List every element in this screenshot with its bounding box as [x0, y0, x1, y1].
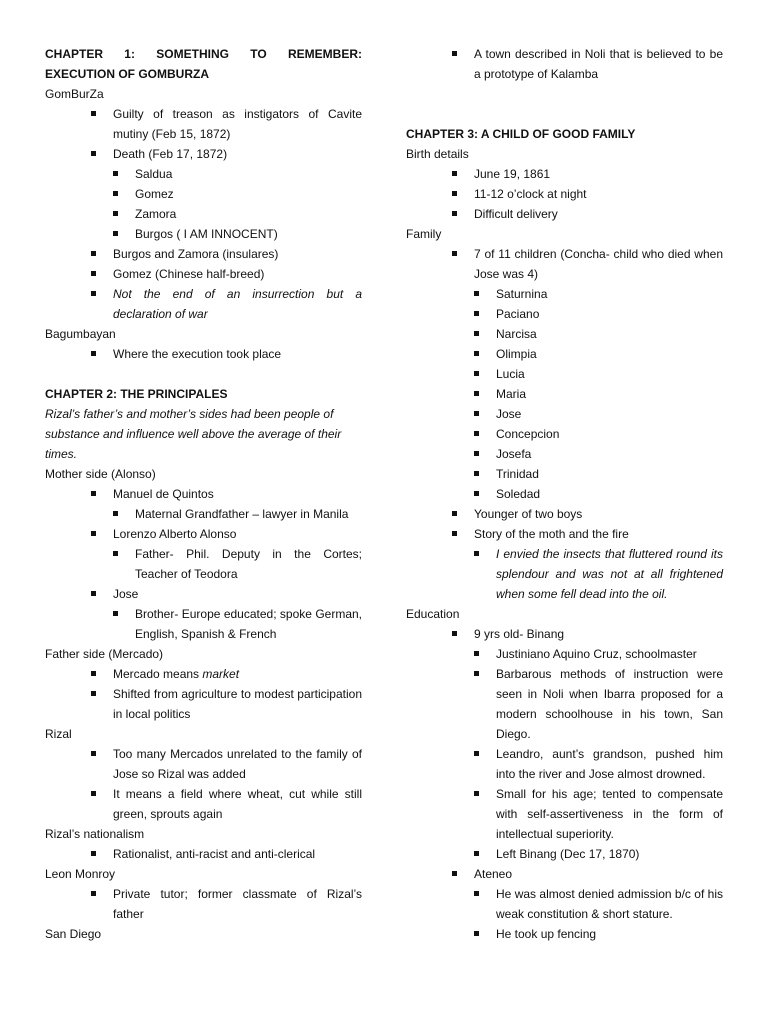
list-item-level-2 — [406, 384, 723, 404]
list-item-level-2 — [45, 504, 362, 524]
list-item-text: Difficult delivery — [474, 207, 558, 221]
list-item-text: Left Binang (Dec 17, 1870) — [496, 847, 640, 861]
square-bullet-icon — [474, 311, 479, 316]
square-bullet-icon — [474, 291, 479, 296]
square-bullet-icon — [474, 451, 479, 456]
list-item-level-1 — [406, 204, 723, 224]
blank-line — [406, 104, 723, 124]
square-bullet-icon — [452, 51, 457, 56]
chapter-title: CHAPTER 2: THE PRINCIPALES — [45, 387, 228, 401]
list-item-text: Mercado means — [113, 667, 203, 681]
list-item-text: Leandro, aunt’s grandson, pushed him into the river and Jose almost drowned. — [496, 747, 723, 781]
list-item-text: Story of the moth and the fire — [474, 527, 629, 541]
list-item-level-1 — [45, 104, 362, 144]
square-bullet-icon — [452, 191, 457, 196]
section-heading-education: Education — [406, 607, 460, 621]
square-bullet-icon — [113, 211, 118, 216]
list-item-text: Burgos ( I AM INNOCENT) — [135, 227, 278, 241]
square-bullet-icon — [91, 891, 96, 896]
square-bullet-icon — [474, 851, 479, 856]
square-bullet-icon — [91, 351, 96, 356]
square-bullet-icon — [452, 511, 457, 516]
list-item-text: Concepcion — [496, 427, 560, 441]
list-item-text: Lucia — [496, 367, 525, 381]
square-bullet-icon — [452, 211, 457, 216]
square-bullet-icon — [474, 471, 479, 476]
section-heading-rizal-s-nationalism: Rizal’s nationalism — [45, 827, 145, 841]
list-item-level-1 — [406, 524, 723, 544]
list-item-level-2 — [406, 344, 723, 364]
list-item-level-2 — [45, 544, 362, 584]
list-item-text: Jose — [113, 587, 139, 601]
square-bullet-icon — [91, 671, 96, 676]
square-bullet-icon — [91, 111, 96, 116]
list-item-level-1 — [45, 144, 362, 164]
list-item-text: Ateneo — [474, 867, 513, 881]
list-item-text: Rationalist, anti-racist and anti-clerical — [113, 847, 316, 861]
square-bullet-icon — [474, 551, 479, 556]
list-item-level-2 — [406, 444, 723, 464]
section-heading-bagumbayan: Bagumbayan — [45, 327, 116, 341]
list-item-text: Younger of two boys — [474, 507, 583, 521]
list-item-level-1 — [45, 584, 362, 604]
list-item-text: It means a field where wheat, cut while still green, sprouts again — [113, 787, 362, 821]
chapter-title: CHAPTER 1: SOMETHING TO REMEMBER: EXECUTION OF GOMBURZA — [45, 47, 362, 81]
list-item-level-1 — [406, 164, 723, 184]
list-item-text: June 19, 1861 — [474, 167, 551, 181]
list-item-level-2 — [45, 204, 362, 224]
square-bullet-icon — [474, 791, 479, 796]
section-heading-family: Family — [406, 227, 442, 241]
square-bullet-icon — [91, 151, 96, 156]
square-bullet-icon — [474, 331, 479, 336]
square-bullet-icon — [113, 191, 118, 196]
square-bullet-icon — [91, 271, 96, 276]
list-item-level-1 — [45, 524, 362, 544]
list-item-level-1 — [406, 184, 723, 204]
list-item-level-2 — [45, 224, 362, 244]
square-bullet-icon — [452, 631, 457, 636]
list-item-level-1 — [45, 684, 362, 724]
list-item-text: Burgos and Zamora (insulares) — [113, 247, 279, 261]
list-item-text: Barbarous methods of instruction were seen in Noli when Ibarra proposed for a modern schoolhouse in his town, San Diego. — [496, 667, 723, 741]
list-item-text: Not the end of an insurrection but a declaration of war — [113, 287, 362, 321]
list-item-level-2 — [406, 924, 723, 944]
right-column — [406, 44, 723, 944]
list-item-text: Gomez (Chinese half-breed) — [113, 267, 265, 281]
blank-line — [406, 84, 723, 104]
list-item-level-2 — [406, 284, 723, 304]
square-bullet-icon — [474, 931, 479, 936]
section-heading-mother-side-alonso: Mother side (Alonso) — [45, 467, 156, 481]
list-item-text: 7 of 11 children (Concha- child who died when Jose was 4) — [474, 247, 723, 281]
list-item-text: He was almost denied admission b/c of his weak constitution & short stature. — [496, 887, 723, 921]
square-bullet-icon — [474, 751, 479, 756]
list-item-level-1 — [406, 504, 723, 524]
square-bullet-icon — [91, 291, 96, 296]
list-item-level-1 — [406, 624, 723, 644]
list-item-level-2 — [406, 464, 723, 484]
list-item-text: I envied the insects that fluttered round its splendour and was not at all frightened when some fell dead into the oil. — [496, 547, 723, 601]
square-bullet-icon — [474, 411, 479, 416]
list-item-text: Gomez — [135, 187, 174, 201]
list-item-text: Maternal Grandfather – lawyer in Manila — [135, 507, 349, 521]
square-bullet-icon — [474, 371, 479, 376]
square-bullet-icon — [452, 171, 457, 176]
blank-line — [45, 364, 362, 384]
square-bullet-icon — [474, 671, 479, 676]
list-item-level-2 — [406, 324, 723, 344]
list-item-text: A town described in Noli that is believed to be a prototype of Kalamba — [474, 47, 723, 81]
list-item-level-2 — [406, 644, 723, 664]
list-item-level-2 — [406, 304, 723, 324]
list-item-level-2 — [406, 404, 723, 424]
list-item-text: Zamora — [135, 207, 177, 221]
list-item-level-1 — [45, 344, 362, 364]
list-item-emphasis: market — [202, 667, 240, 681]
list-item-level-1 — [45, 844, 362, 864]
section-heading-leon-monroy: Leon Monroy — [45, 867, 116, 881]
list-item-text: Private tutor; former classmate of Rizal’s father — [113, 887, 362, 921]
list-item-text: Saldua — [135, 167, 173, 181]
square-bullet-icon — [452, 871, 457, 876]
section-heading-father-side-mercado: Father side (Mercado) — [45, 647, 164, 661]
list-item-text: Guilty of treason as instigators of Cavite mutiny (Feb 15, 1872) — [113, 107, 362, 141]
list-item-text: Brother- Europe educated; spoke German, English, Spanish & French — [135, 607, 362, 641]
square-bullet-icon — [91, 751, 96, 756]
list-item-text: Narcisa — [496, 327, 537, 341]
square-bullet-icon — [91, 531, 96, 536]
list-item-text: Death (Feb 17, 1872) — [113, 147, 228, 161]
square-bullet-icon — [113, 171, 118, 176]
list-item-text: Justiniano Aquino Cruz, schoolmaster — [496, 647, 697, 661]
square-bullet-icon — [474, 491, 479, 496]
section-heading-rizal: Rizal — [45, 727, 72, 741]
list-item-level-1 — [406, 864, 723, 884]
list-item-level-1 — [45, 744, 362, 784]
list-item-text: He took up fencing — [496, 927, 597, 941]
square-bullet-icon — [113, 231, 118, 236]
square-bullet-icon — [474, 391, 479, 396]
list-item-level-1 — [45, 264, 362, 284]
chapter-title: CHAPTER 3: A CHILD OF GOOD FAMILY — [406, 127, 636, 141]
list-item-text: Shifted from agriculture to modest participation in local politics — [113, 687, 362, 721]
list-item-level-2 — [45, 604, 362, 644]
list-item-level-2 — [406, 744, 723, 784]
list-item-text: 11-12 o’clock at night — [474, 187, 587, 201]
square-bullet-icon — [474, 351, 479, 356]
left-column — [45, 44, 362, 944]
section-heading-san-diego: San Diego — [45, 927, 102, 941]
list-item-text: Small for his age; tented to compensate with self-assertiveness in the form of intellectual superiority. — [496, 787, 723, 841]
square-bullet-icon — [113, 551, 118, 556]
list-item-level-2 — [406, 884, 723, 924]
square-bullet-icon — [91, 791, 96, 796]
section-heading-birth-details: Birth details — [406, 147, 469, 161]
list-item-level-1 — [45, 784, 362, 824]
list-item-text: Olimpia — [496, 347, 537, 361]
list-item-text: Lorenzo Alberto Alonso — [113, 527, 237, 541]
square-bullet-icon — [91, 691, 96, 696]
list-item-level-1 — [406, 244, 723, 284]
list-item-level-1 — [45, 244, 362, 264]
square-bullet-icon — [113, 511, 118, 516]
intro-paragraph: Rizal’s father’s and mother’s sides had been people of substance and influence well above the average of their times. — [45, 407, 342, 461]
list-item-level-2 — [406, 844, 723, 864]
square-bullet-icon — [91, 491, 96, 496]
list-item-level-2 — [406, 544, 723, 604]
list-item-level-1 — [406, 44, 723, 84]
square-bullet-icon — [474, 651, 479, 656]
list-item-level-2 — [406, 664, 723, 744]
list-item-level-2 — [45, 184, 362, 204]
list-item-level-2 — [406, 364, 723, 384]
list-item-level-2 — [406, 424, 723, 444]
list-item-level-1 — [45, 884, 362, 924]
square-bullet-icon — [452, 251, 457, 256]
square-bullet-icon — [91, 851, 96, 856]
list-item-level-2 — [406, 484, 723, 504]
list-item-level-2 — [45, 164, 362, 184]
list-item-text: Soledad — [496, 487, 541, 501]
list-item-level-1 — [45, 284, 362, 324]
square-bullet-icon — [452, 531, 457, 536]
list-item-text: 9 yrs old- Binang — [474, 627, 565, 641]
square-bullet-icon — [91, 251, 96, 256]
list-item-text: Trinidad — [496, 467, 539, 481]
list-item-text: Where the execution took place — [113, 347, 282, 361]
square-bullet-icon — [474, 431, 479, 436]
square-bullet-icon — [113, 611, 118, 616]
section-heading-gomburza: GomBurZa — [45, 87, 104, 101]
list-item-level-1 — [45, 484, 362, 504]
list-item-level-2 — [406, 784, 723, 844]
list-item-text: Manuel de Quintos — [113, 487, 214, 501]
list-item-text: Saturnina — [496, 287, 548, 301]
list-item-level-1 — [45, 664, 362, 684]
list-item-text: Jose — [496, 407, 522, 421]
list-item-text: Maria — [496, 387, 527, 401]
list-item-text: Father- Phil. Deputy in the Cortes; Teacher of Teodora — [135, 547, 362, 581]
list-item-text: Too many Mercados unrelated to the family of Jose so Rizal was added — [113, 747, 362, 781]
square-bullet-icon — [91, 591, 96, 596]
list-item-text: Josefa — [496, 447, 532, 461]
list-item-text: Paciano — [496, 307, 540, 321]
square-bullet-icon — [474, 891, 479, 896]
